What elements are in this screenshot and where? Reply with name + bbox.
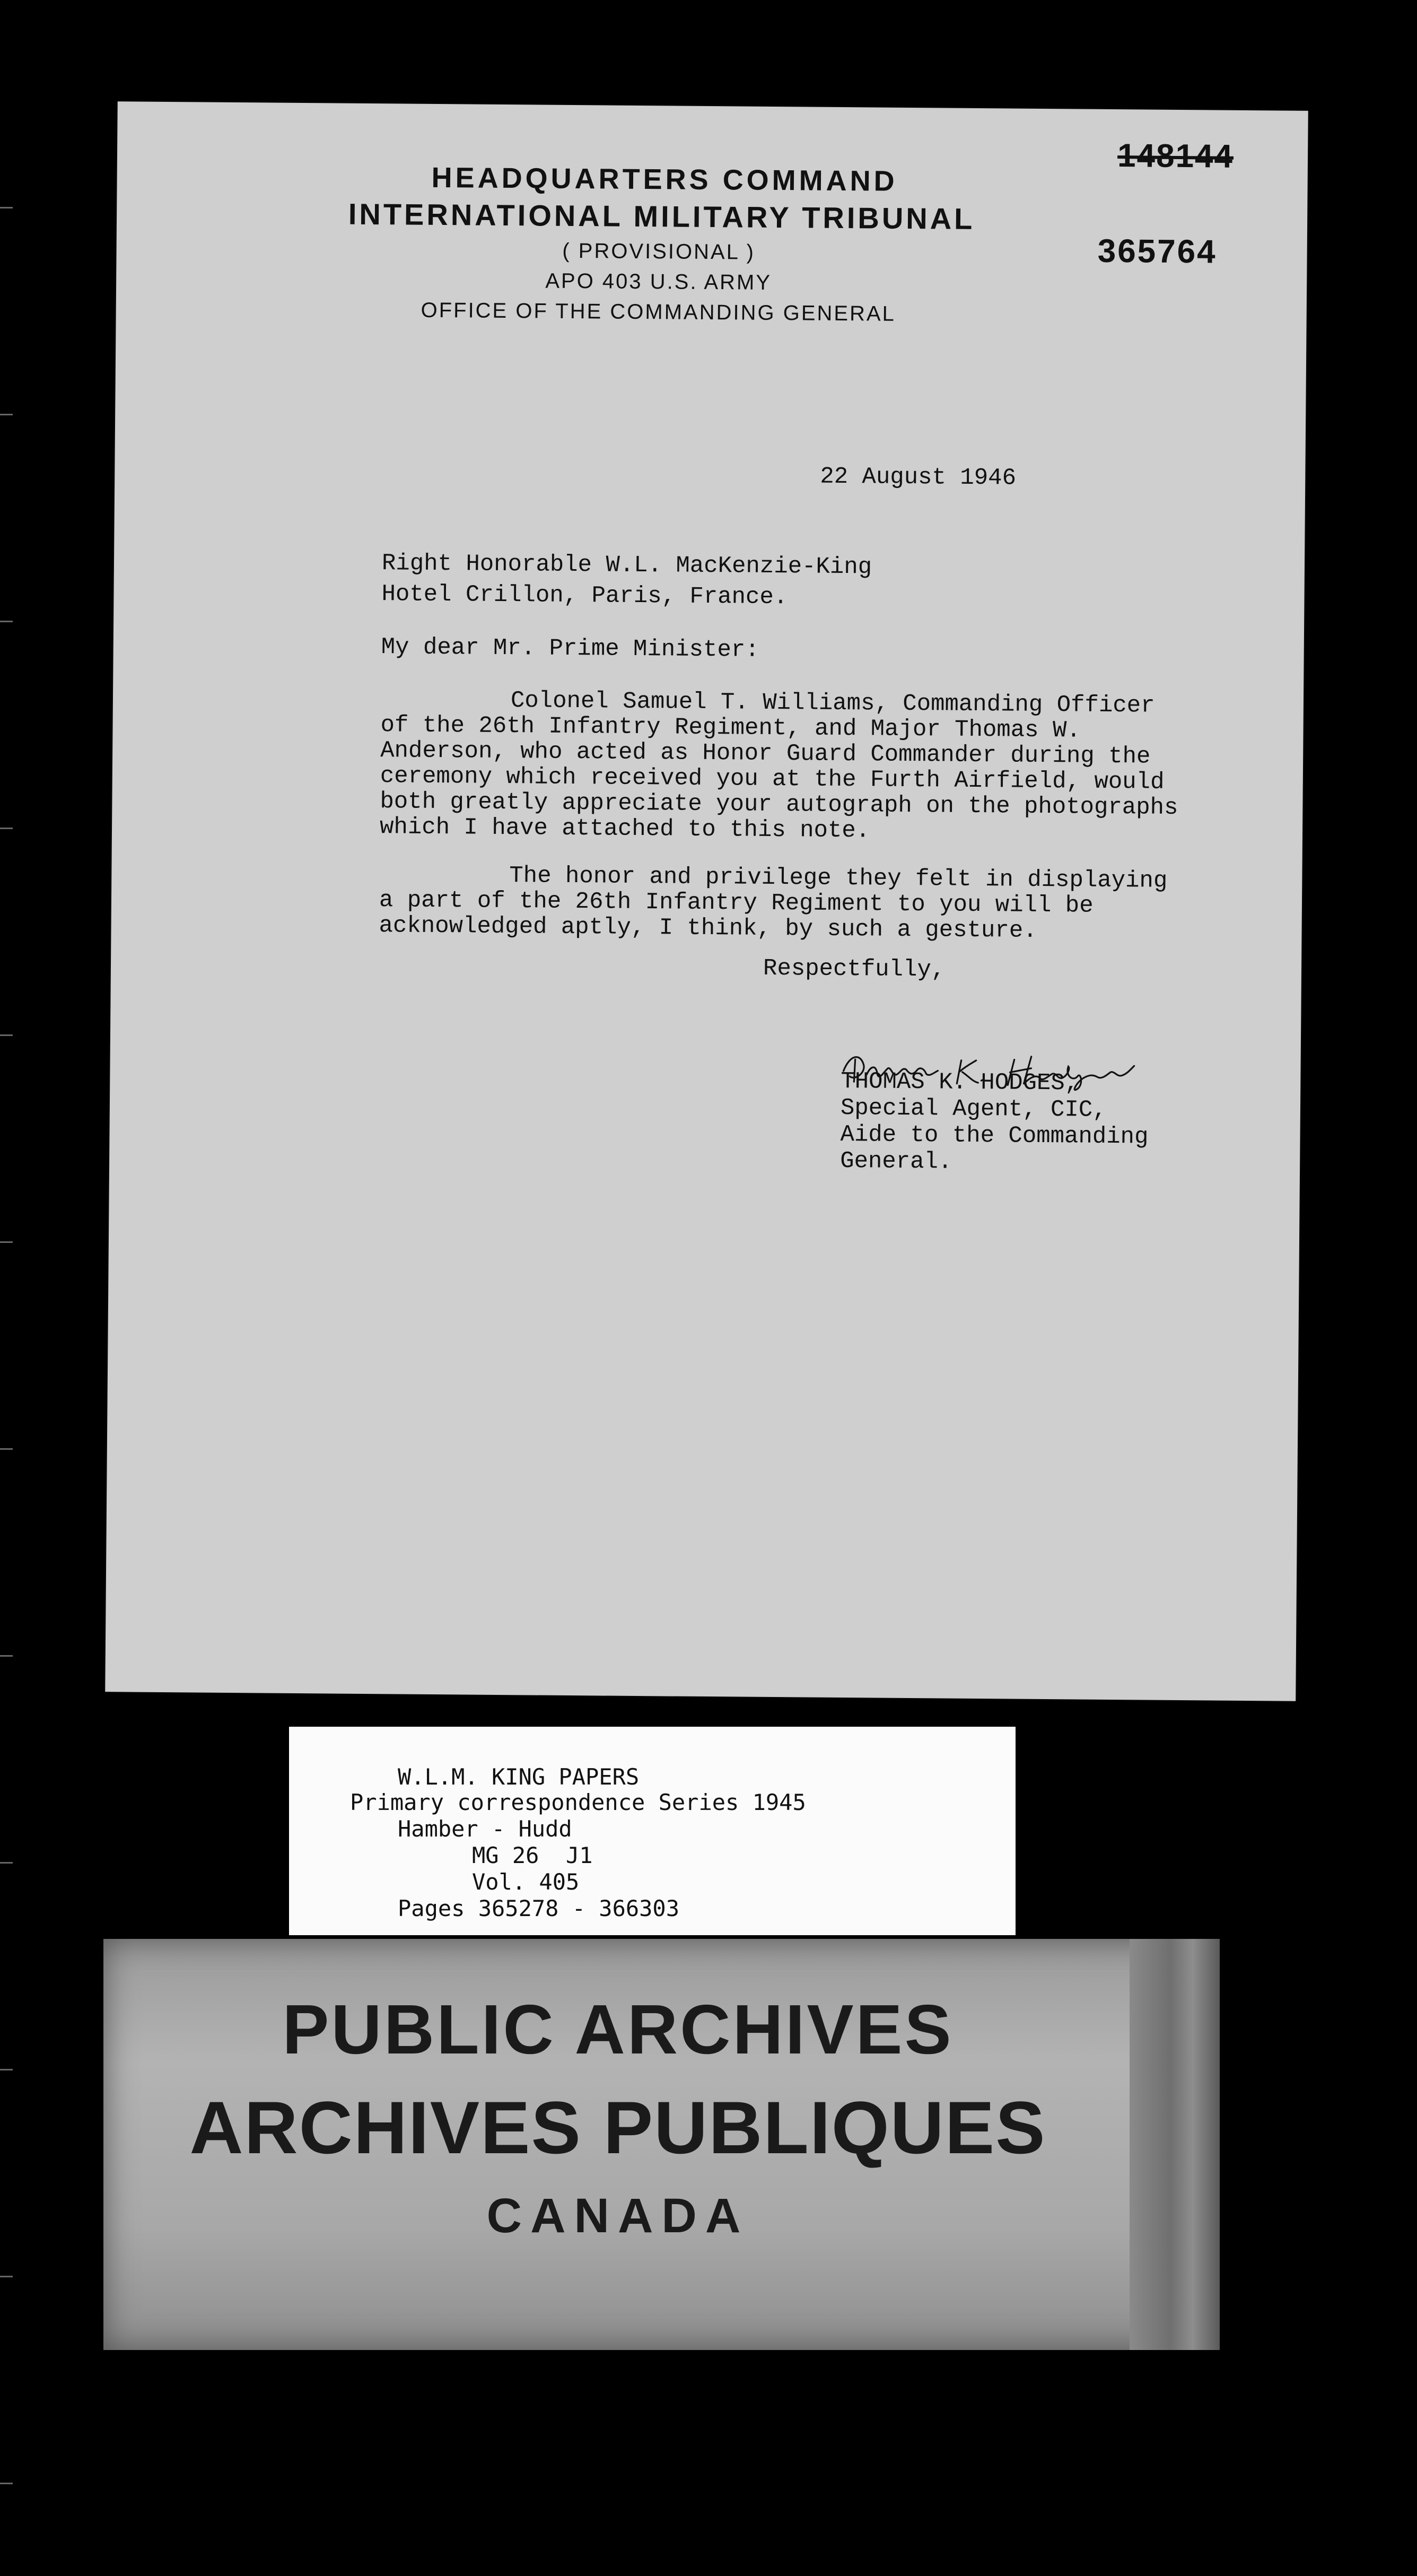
edge-mark bbox=[0, 1241, 13, 1243]
signer-title: Aide to the Commanding bbox=[840, 1121, 1149, 1151]
edge-mark bbox=[0, 1034, 13, 1036]
paragraph-line: Colonel Samuel T. Williams, Commanding Officer bbox=[510, 687, 1155, 719]
signer-name: THOMAS K. HODGES, bbox=[841, 1068, 1079, 1097]
card-line: MG 26 J1 bbox=[472, 1842, 593, 1868]
letter-page bbox=[105, 101, 1308, 1701]
letterhead-line: ( PROVISIONAL ) bbox=[562, 239, 756, 264]
card-line: Vol. 405 bbox=[472, 1869, 580, 1895]
paragraph-line: acknowledged aptly, I think, by such a gesture. bbox=[379, 912, 1037, 944]
paragraph-line: of the 26th Infantry Regiment, and Major Thomas W. bbox=[380, 712, 1081, 744]
edge-mark bbox=[0, 2069, 13, 2070]
archive-reference-card bbox=[289, 1727, 1016, 1935]
letterhead-line: APO 403 U.S. ARMY bbox=[545, 269, 772, 294]
paragraph-line: both greatly appreciate your autograph on the photographs bbox=[380, 788, 1178, 821]
edge-mark bbox=[0, 1448, 13, 1450]
paragraph-line: The honor and privilege they felt in displaying bbox=[509, 863, 1168, 894]
recipient-line: Right Honorable W.L. MacKenzie-King bbox=[381, 550, 872, 581]
body-paragraph-1 bbox=[380, 687, 1208, 846]
card-line: Pages 365278 - 366303 bbox=[398, 1895, 680, 1921]
letterhead-line: HEADQUARTERS COMMAND bbox=[431, 161, 898, 197]
public-archives-plate bbox=[103, 1939, 1220, 2350]
edge-mark bbox=[0, 2483, 13, 2484]
paragraph-line: a part of the 26th Infantry Regiment to you will be bbox=[379, 887, 1094, 919]
paragraph-line: which I have attached to this note. bbox=[379, 814, 870, 845]
salutation: My dear Mr. Prime Minister: bbox=[381, 634, 759, 664]
signer-title: Special Agent, CIC, bbox=[840, 1094, 1107, 1124]
edge-mark bbox=[0, 414, 13, 415]
paragraph-line: Anderson, who acted as Honor Guard Commander during the bbox=[380, 737, 1151, 770]
paragraph-line: ceremony which received you at the Furth Airfield, would bbox=[380, 763, 1165, 796]
plate-line: ARCHIVES PUBLIQUES bbox=[189, 2086, 1046, 2169]
edge-mark bbox=[0, 828, 13, 829]
letter-date: 22 August 1946 bbox=[820, 463, 1017, 492]
film-edge-marks bbox=[0, 0, 16, 2576]
recipient-line: Hotel Crillon, Paris, France. bbox=[381, 581, 788, 611]
stamp-number: 365764 bbox=[1097, 232, 1217, 271]
edge-mark bbox=[0, 621, 13, 622]
letterhead-line: OFFICE OF THE COMMANDING GENERAL bbox=[421, 298, 896, 326]
edge-mark bbox=[0, 1862, 13, 1864]
body-paragraph-2 bbox=[379, 862, 1206, 945]
card-line: Primary correspondence Series 1945 bbox=[350, 1789, 806, 1815]
closing: Respectfully, bbox=[763, 955, 946, 984]
signature-block bbox=[840, 1068, 1149, 1177]
edge-mark bbox=[0, 2276, 13, 2277]
card-line: Hamber - Hudd bbox=[398, 1816, 572, 1842]
recipient-address bbox=[381, 548, 872, 613]
letterhead-line: INTERNATIONAL MILITARY TRIBUNAL bbox=[348, 197, 975, 236]
plate-line: CANADA bbox=[486, 2189, 749, 2243]
signer-title: General. bbox=[839, 1147, 952, 1176]
crossed-out-stamp-number: 148144 bbox=[1117, 137, 1234, 175]
edge-mark bbox=[0, 1655, 13, 1657]
plate-line: PUBLIC ARCHIVES bbox=[282, 1990, 954, 2068]
card-line: W.L.M. KING PAPERS bbox=[398, 1764, 640, 1790]
torn-edge bbox=[1130, 1939, 1220, 2350]
edge-mark bbox=[0, 207, 13, 208]
